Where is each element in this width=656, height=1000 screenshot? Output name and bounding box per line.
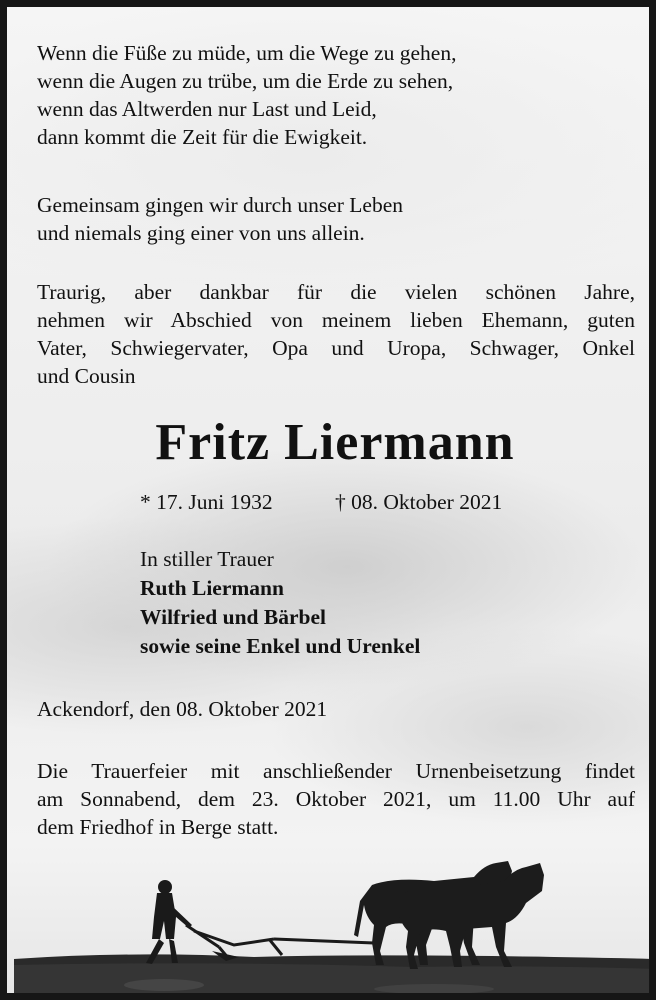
funeral-line: am Sonnabend, dem 23. Oktober 2021, um 11.00 Uhr auf [37,787,635,811]
verse-line: und niemals ging einer von uns allein. [37,221,365,245]
poem-line: wenn das Altwerden nur Last und Leid, [37,97,377,121]
mourner-name: sowie seine Enkel und Urenkel [140,634,421,658]
farewell-line: und Cousin [37,364,136,388]
poem-line: wenn die Augen zu trübe, um die Erde zu sehen, [37,69,454,93]
plowing-silhouette-image [14,847,656,1000]
mourner-name: Ruth Liermann [140,576,284,600]
death-date: † 08. Oktober 2021 [335,490,503,514]
birth-date: * 17. Juni 1932 [140,490,273,514]
verse [37,191,635,247]
farewell-line: Traurig, aber dankbar für die vielen schönen Jahre, [37,280,635,304]
funeral-line: Die Trauerfeier mit anschließender Urnenbeisetzung findet [37,759,635,783]
farewell-line: Vater, Schwiegervater, Opa und Uropa, Schwager, Onkel [37,336,635,360]
place-date [37,695,635,723]
farewell-line: nehmen wir Abschied von meinem lieben Ehemann, guten [37,308,635,332]
funeral-info [37,757,635,841]
poem-line: Wenn die Füße zu müde, um die Wege zu gehen, [37,41,457,65]
verse-line: Gemeinsam gingen wir durch unser Leben [37,193,403,217]
deceased-name: Fritz Liermann [155,414,515,471]
funeral-line: dem Friedhof in Berge statt. [37,815,279,839]
place-date-text: Ackendorf, den 08. Oktober 2021 [37,697,328,721]
farewell-text [37,278,635,390]
mourners-intro: In stiller Trauer [140,547,274,571]
poem-line: dann kommt die Zeit für die Ewigkeit. [37,125,368,149]
mourner-name: Wilfried und Bärbel [140,605,326,629]
mourners-block [140,545,420,661]
poem [37,39,635,151]
